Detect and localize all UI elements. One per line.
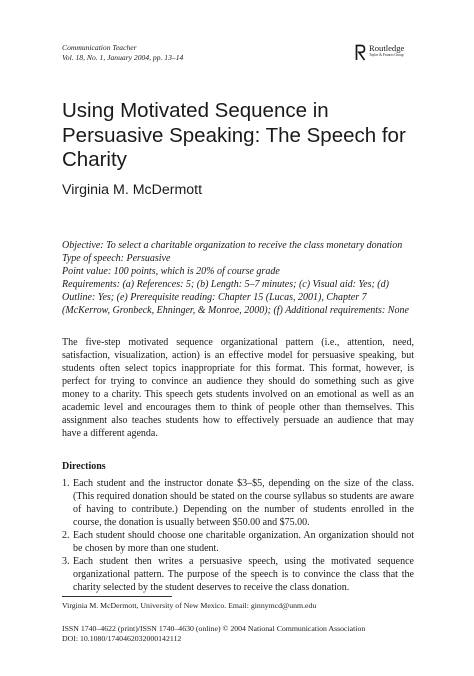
routledge-logo-icon xyxy=(355,44,366,61)
list-item-number: 2. xyxy=(62,529,70,541)
directions-heading: Directions xyxy=(62,461,106,472)
publisher-name: Routledge xyxy=(369,43,405,53)
list-item-number: 3. xyxy=(62,555,70,567)
meta-point-value: Point value: 100 points, which is 20% of course grade xyxy=(62,265,280,277)
list-item xyxy=(62,556,414,595)
article-title: Using Motivated Sequence in Persuasive Speaking: The Speech for Charity xyxy=(62,99,406,171)
list-item-text: Each student and the instructor donate $3–$5, depending on the size of the class. (This required donation should be stated on the course syllabus so students are aware of having to contribute.) Depending on the number of students enrolled in the course, the donation is usually between $50.00 and $75.00. xyxy=(73,478,414,528)
article-author: Virginia M. McDermott xyxy=(62,182,203,198)
journal-issue: Vol. 18, No. 1, January 2004, pp. 13–14 xyxy=(62,53,184,63)
journal-header xyxy=(62,43,183,63)
list-item-number: 1. xyxy=(62,478,70,489)
issn-line: ISSN 1740–4622 (print)/ISSN 1740–4630 (online) © 2004 National Communication Association xyxy=(62,624,366,633)
intro-paragraph: The five-step motivated sequence organizational pattern (i.e., attention, need, satisfaction, visualization, action) is an effective model for persuasive speaking, but students often select topics inappropriate for this format. This format, however, is perfect for trying to convince an audience they should do something such as give money to a charity. This speech gets students involved on an emotional as well as an academic level and encourages them to think of people other than themselves. This assignment also teaches students how to effectively persuade an audience that may have a different agenda. xyxy=(62,337,414,439)
list-item-text: Each student then writes a persuasive speech, using the motivated sequence organizational pattern. The purpose of the speech is to convince the class that the charity selected by the student deserves to receive the class donation. xyxy=(73,555,414,593)
meta-speech-type: Type of speech: Persuasive xyxy=(62,252,171,264)
meta-objective: Objective: To select a charitable organization to receive the class monetary donation xyxy=(62,240,403,251)
publisher-sub: Taylor & Francis Group xyxy=(369,53,404,57)
list-item xyxy=(62,478,414,530)
issn-block xyxy=(62,624,365,645)
doi-line: DOI: 10.1080/1740462032000142112 xyxy=(62,634,182,644)
footnote-divider xyxy=(62,596,172,597)
publisher-logo xyxy=(355,44,404,61)
author-footnote: Virginia M. McDermott, University of New Mexico. Email: ginnymcd@unm.edu xyxy=(62,601,317,610)
list-item-text: Each student should choose one charitable organization. An organization should not be chosen by more than one student. xyxy=(73,529,414,554)
meta-requirements: Requirements: (a) References: 5; (b) Length: 5–7 minutes; (c) Visual aid: Yes; (d) Outline: Yes; (e) Prerequisite reading: Chapter 15 (Lucas, 2001), Chapter 7 (McKerrow, Gronbeck, Ehninger, & Monroe, 2000); (f) Additional requirements: None xyxy=(62,278,409,316)
assignment-meta xyxy=(62,240,414,318)
journal-name: Communication Teacher xyxy=(62,43,137,52)
directions-list xyxy=(62,478,414,595)
list-item xyxy=(62,530,414,556)
